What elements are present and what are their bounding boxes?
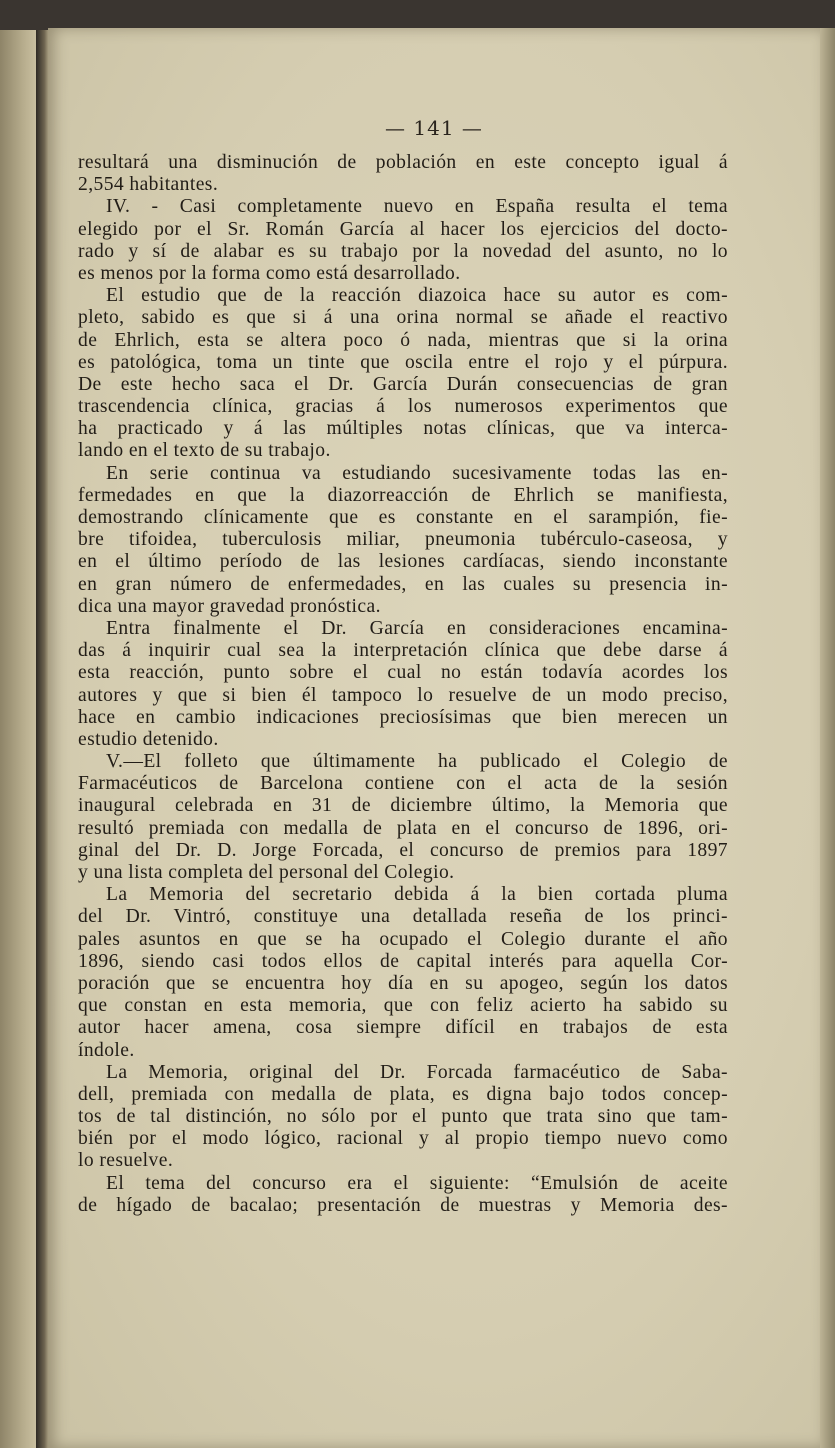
text-line: es menos por la forma como está desarrollado. [78, 262, 461, 284]
text-line: ha practicado y á las múltiples notas clínicas, que va interca- [78, 418, 728, 440]
text-line: bre tifoidea, tuberculosis miliar, pneumonia tubérculo-caseosa, y [78, 529, 728, 551]
text-line: Entra finalmente el Dr. García en consideraciones encamina- [106, 617, 728, 639]
text-line: trascendencia clínica, gracias á los numerosos experimentos que [78, 396, 728, 418]
body-text [78, 152, 728, 1217]
text-line: estudio detenido. [78, 728, 219, 750]
text-line: La Memoria, original del Dr. Forcada farmacéutico de Saba- [106, 1061, 728, 1083]
text-line: fermedades en que la diazorreacción de Ehrlich se manifiesta, [78, 484, 728, 506]
text-line: que constan en esta memoria, que con feliz acierto ha sabido su [78, 995, 728, 1017]
text-line: poración que se encuentra hoy día en su apogeo, según los datos [78, 972, 728, 994]
text-line: y una lista completa del personal del Colegio. [78, 862, 455, 883]
text-line: en el último período de las lesiones cardíacas, siendo inconstante [78, 551, 728, 573]
text-line: lando en el texto de su trabajo. [78, 440, 331, 462]
page-edge-right [820, 28, 835, 1448]
text-line: en gran número de enfermedades, en las cuales su presencia in- [78, 573, 728, 595]
text-line: V.—El folleto que últimamente ha publicado el Colegio de [106, 751, 728, 773]
text-line: índole. [78, 1039, 135, 1061]
text-line: das á inquirir cual sea la interpretación clínica que debe darse á [78, 640, 728, 662]
adjacent-page-edge [0, 30, 40, 1448]
text-line: De este hecho saca el Dr. García Durán consecuencias de gran [78, 373, 728, 395]
book-page [48, 28, 820, 1448]
text-line: El estudio que de la reacción diazoica hace su autor es com- [106, 285, 728, 307]
text-line: 2,554 habitantes. [78, 174, 219, 196]
text-line: tos de tal distinción, no sólo por el punto que trata sino que tam- [78, 1106, 728, 1128]
text-line: inaugural celebrada en 31 de diciembre último, la Memoria que [78, 795, 728, 817]
text-line: lo resuelve. [78, 1150, 174, 1172]
text-line: del Dr. Vintró, constituye una detallada reseña de los princi- [78, 906, 728, 928]
text-line: de Ehrlich, esta se altera poco ó nada, mientras que si la orina [78, 329, 728, 351]
text-line: demostrando clínicamente que es constante en el sarampión, fie- [78, 507, 728, 528]
text-line: ginal del Dr. D. Jorge Forcada, el concurso de premios para 1897 [78, 839, 728, 861]
text-line: autores y que si bien él tampoco lo resuelve de un modo preciso, [78, 684, 728, 706]
text-line: Farmacéuticos de Barcelona contiene con el acta de la sesión [78, 773, 728, 795]
text-line: dell, premiada con medalla de plata, es digna bajo todos concep- [78, 1083, 728, 1105]
text-line: resultó premiada con medalla de plata en el concurso de 1896, ori- [78, 817, 728, 839]
page-number: — 141 — [385, 116, 483, 140]
text-line: de hígado de bacalao; presentación de muestras y Memoria des- [78, 1194, 728, 1216]
text-line: 1896, siendo casi todos ellos de capital interés para aquella Cor- [78, 950, 728, 972]
text-line: dica una mayor gravedad pronóstica. [78, 595, 381, 617]
text-line: IV. - Casi completamente nuevo en España resulta el tema [106, 196, 728, 218]
text-line: elegido por el Sr. Román García al hacer los ejercicios del docto- [78, 218, 728, 240]
text-line: esta reacción, punto sobre el cual no están todavía acordes los [78, 662, 728, 684]
text-line: pleto, sabido es que si á una orina normal se añade el reactivo [78, 307, 728, 329]
text-line: rado y sí de alabar es su trabajo por la novedad del asunto, no lo [78, 240, 728, 262]
text-line: hace en cambio indicaciones preciosísimas que bien merecen un [78, 706, 728, 728]
text-line: pales asuntos en que se ha ocupado el Colegio durante el año [78, 928, 728, 950]
text-line: En serie continua va estudiando sucesivamente todas las en- [106, 462, 728, 484]
text-line: autor hacer amena, cosa siempre difícil en trabajos de esta [78, 1017, 728, 1039]
text-line: resultará una disminución de población en este concepto igual á [78, 152, 728, 173]
text-line: El tema del concurso era el siguiente: “Emulsión de aceite [106, 1172, 728, 1194]
text-line: es patológica, toma un tinte que oscila entre el rojo y el púrpura. [78, 351, 728, 373]
text-line: La Memoria del secretario debida á la bien cortada pluma [106, 884, 728, 906]
text-line: bién por el modo lógico, racional y al propio tiempo nuevo como [78, 1128, 728, 1150]
